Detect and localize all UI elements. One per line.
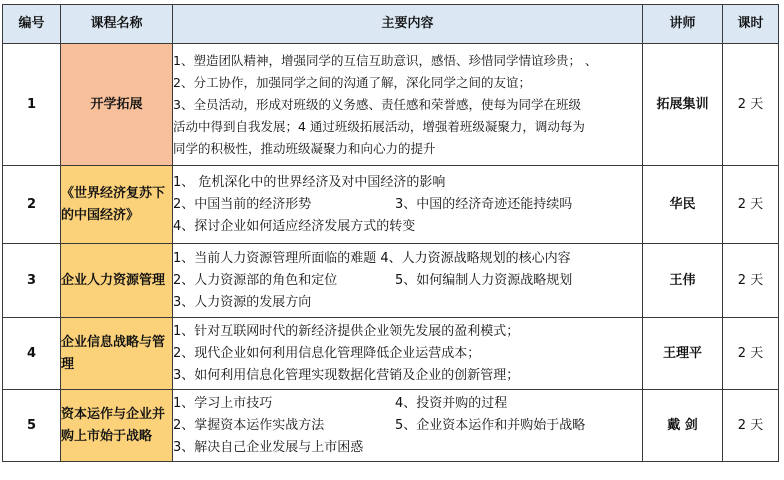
header-content: 主要内容 — [173, 5, 643, 44]
table-row — [3, 244, 779, 318]
course-content — [173, 244, 643, 318]
header-hours: 课时 — [723, 5, 779, 44]
hours: 2 天 — [723, 318, 779, 390]
content-line: 同学的积极性，推动班级凝聚力和向心力的提升 — [173, 140, 436, 156]
teacher: 拓展集训 — [643, 44, 723, 166]
teacher: 王伟 — [643, 244, 723, 318]
teacher: 王理平 — [643, 318, 723, 390]
content-item: 5、企业资本运作和并购始于战略 — [395, 417, 586, 433]
row-number: 3 — [3, 244, 61, 318]
content-line: 1、当前人力资源管理所面临的难题 4、人力资源战略规划的核心内容 — [173, 250, 571, 266]
content-line: 1、塑造团队精神，增强同学的互信互助意识，感悟、珍惜同学情谊珍贵； 、 — [173, 52, 598, 68]
header-teacher: 讲师 — [643, 5, 723, 44]
course-table — [2, 4, 779, 462]
content-line: 3、人力资源的发展方向 — [173, 294, 312, 310]
content-line: 活动中得到自我发展；4 通过班级拓展活动，增强着班级凝聚力，调动每为 — [173, 118, 585, 134]
course-name: 资本运作与企业并购上市始于战略 — [61, 390, 173, 462]
content-item: 2、人力资源部的角色和定位 — [173, 272, 338, 288]
header-course-name: 课程名称 — [61, 5, 173, 44]
content-item: 5、如何编制人力资源战略规划 — [395, 272, 573, 288]
row-number: 2 — [3, 166, 61, 244]
course-content — [173, 318, 643, 390]
table-row — [3, 44, 779, 166]
row-number: 5 — [3, 390, 61, 462]
table-row — [3, 318, 779, 390]
hours: 2 天 — [723, 44, 779, 166]
content-line — [173, 415, 642, 437]
table-row — [3, 166, 779, 244]
table-header-row — [3, 5, 779, 44]
content-item: 4、投资并购的过程 — [395, 395, 508, 411]
row-number: 1 — [3, 44, 61, 166]
course-content — [173, 166, 643, 244]
hours: 2 天 — [723, 244, 779, 318]
content-line — [173, 393, 642, 415]
content-line: 4、探讨企业如何适应经济发展方式的转变 — [173, 218, 416, 234]
header-no: 编号 — [3, 5, 61, 44]
content-line: 1、针对互联网时代的新经济提供企业领先发展的盈利模式； — [173, 323, 520, 339]
content-item: 1、学习上市技巧 — [173, 395, 273, 411]
hours: 2 天 — [723, 390, 779, 462]
course-name: 企业信息战略与管理 — [61, 318, 173, 390]
course-name: 开学拓展 — [61, 44, 173, 166]
table-row — [3, 390, 779, 462]
hours: 2 天 — [723, 166, 779, 244]
content-item: 2、掌握资本运作实战方法 — [173, 417, 325, 433]
course-content — [173, 44, 643, 166]
content-line: 2、分工协作，加强同学之间的沟通了解，深化同学之间的友谊； — [173, 74, 531, 90]
course-name: 企业人力资源管理 — [61, 244, 173, 318]
content-line: 2、现代企业如何利用信息化管理降低企业运营成本； — [173, 345, 481, 361]
content-line: 3、全员活动，形成对班级的义务感、责任感和荣誉感，使每为同学在班级 — [173, 96, 581, 112]
content-item: 2、中国当前的经济形势 — [173, 196, 312, 212]
content-line: 1、 危机深化中的世界经济及对中国经济的影响 — [173, 174, 446, 190]
content-item: 3、中国的经济奇迹还能持续吗 — [395, 196, 573, 212]
content-line: 3、如何利用信息化管理实现数据化营销及企业的创新管理； — [173, 367, 520, 383]
course-content — [173, 390, 643, 462]
row-number: 4 — [3, 318, 61, 390]
teacher: 戴 剑 — [643, 390, 723, 462]
teacher: 华民 — [643, 166, 723, 244]
content-line — [173, 194, 642, 216]
course-name: 《世界经济复苏下的中国经济》 — [61, 166, 173, 244]
content-line — [173, 270, 642, 292]
content-line: 3、解决自己企业发展与上市困惑 — [173, 439, 364, 455]
